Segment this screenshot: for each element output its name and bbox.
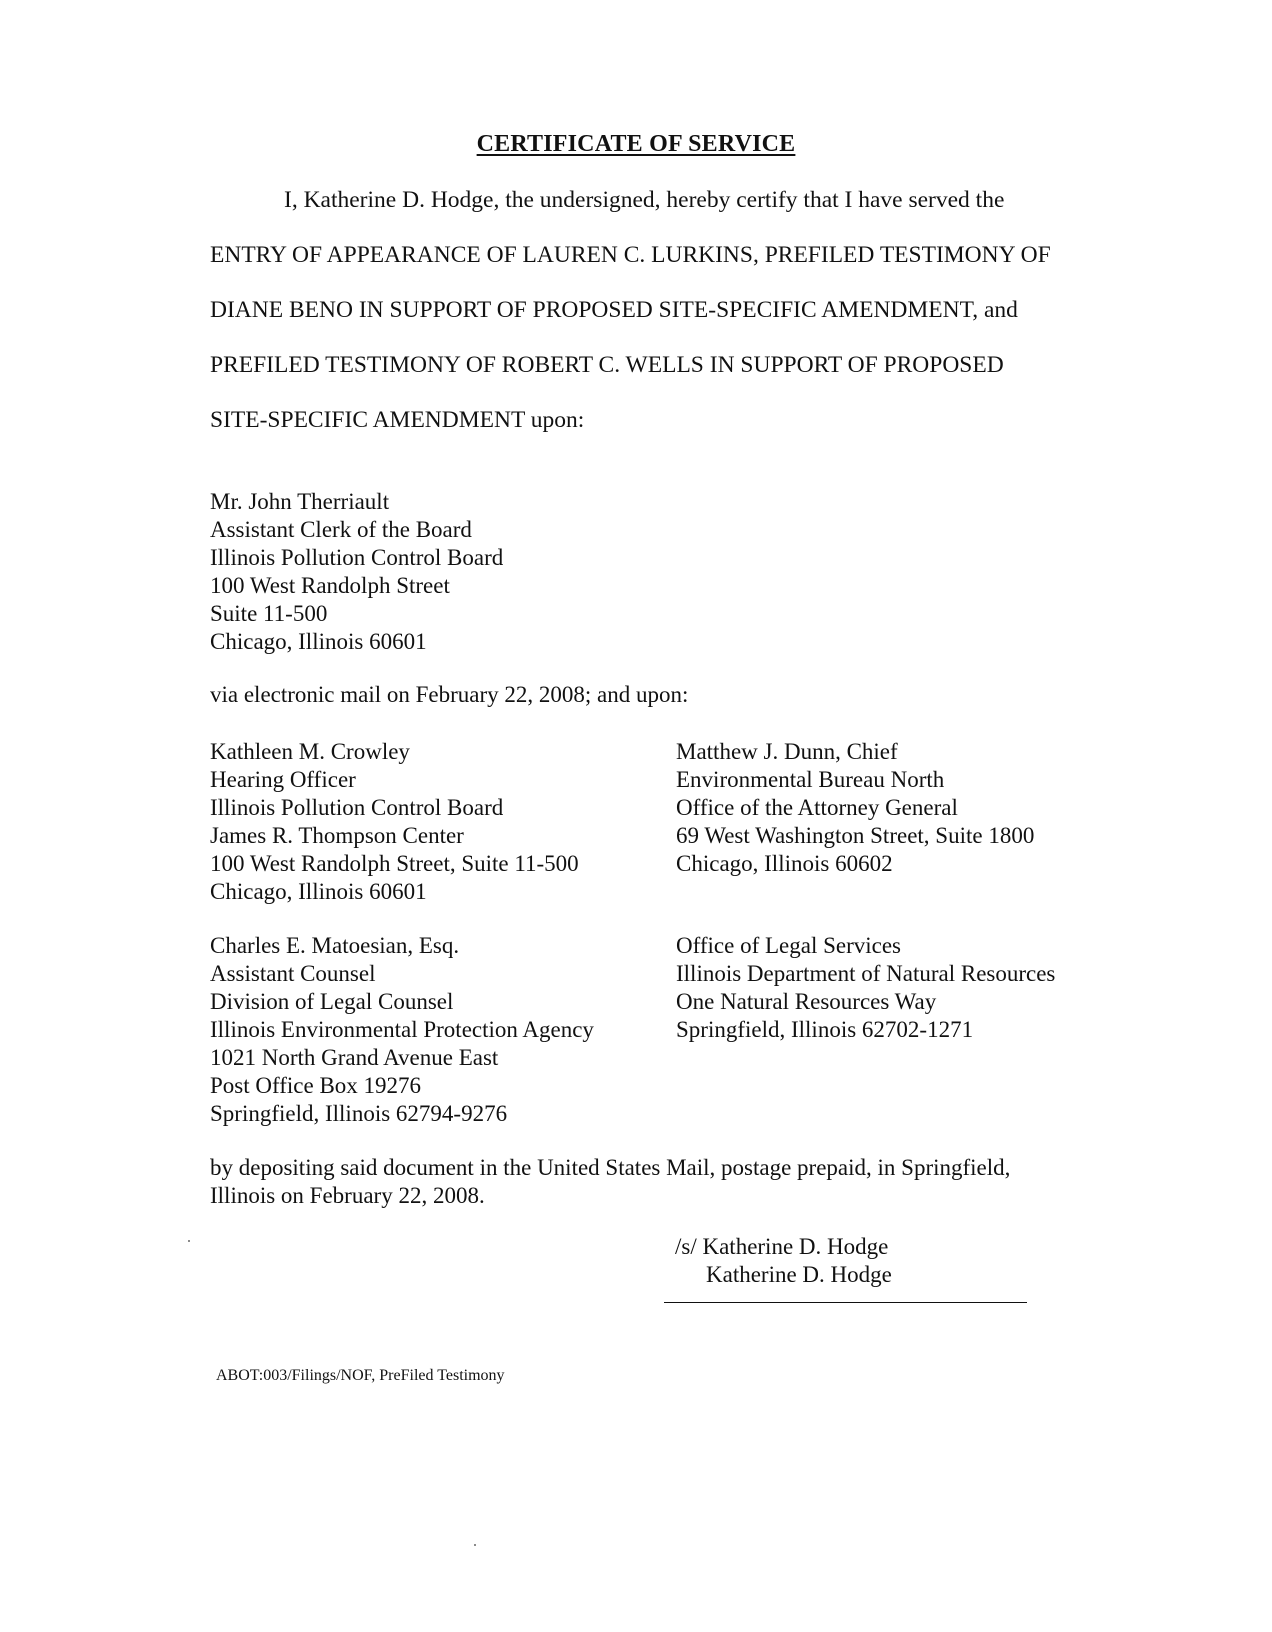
address-line: Illinois Pollution Control Board xyxy=(210,795,504,820)
address-line: Springfield, Illinois 62794-9276 xyxy=(210,1101,508,1126)
via-electronic-mail-text xyxy=(210,681,688,709)
recipient-legal-services-address xyxy=(676,932,1055,1044)
address-line: Chicago, Illinois 60601 xyxy=(210,629,427,654)
intro-line-4: PREFILED TESTIMONY OF ROBERT C. WELLS IN SUPPORT OF PROPOSED xyxy=(210,352,1004,378)
address-line: Illinois Environmental Protection Agency xyxy=(210,1017,594,1042)
address-line: Assistant Counsel xyxy=(210,961,376,986)
address-line: 100 West Randolph Street xyxy=(210,573,450,598)
address-line: Division of Legal Counsel xyxy=(210,989,454,1014)
address-line: Chicago, Illinois 60602 xyxy=(676,851,893,876)
address-line: Illinois Department of Natural Resources xyxy=(676,961,1056,986)
address-line: Kathleen M. Crowley xyxy=(210,739,410,764)
scan-speck xyxy=(474,1544,476,1546)
address-line: Environmental Bureau North xyxy=(676,767,945,792)
recipient-crowley-address xyxy=(210,738,579,906)
address-line: One Natural Resources Way xyxy=(676,989,937,1014)
intro-line-3: DIANE BENO IN SUPPORT OF PROPOSED SITE-SPECIFIC AMENDMENT, and xyxy=(210,297,1018,323)
address-line: Matthew J. Dunn, Chief xyxy=(676,739,898,764)
signer-name: Katherine D. Hodge xyxy=(706,1262,892,1287)
intro-line-5: SITE-SPECIFIC AMENDMENT upon: xyxy=(210,407,585,433)
document-footer-reference: ABOT:003/Filings/NOF, PreFiled Testimony xyxy=(216,1367,505,1384)
address-line: Assistant Clerk of the Board xyxy=(210,517,472,542)
recipient-matoesian-address xyxy=(210,932,594,1128)
signature-line xyxy=(664,1302,1027,1303)
address-line: Office of Legal Services xyxy=(676,933,902,958)
address-line: Chicago, Illinois 60601 xyxy=(210,879,427,904)
recipient-clerk-address xyxy=(210,488,503,656)
address-line: 100 West Randolph Street, Suite 11-500 xyxy=(210,851,579,876)
address-line: 69 West Washington Street, Suite 1800 xyxy=(676,823,1035,848)
via-electronic-line: via electronic mail on February 22, 2008; and upon: xyxy=(210,682,689,707)
address-line: Office of the Attorney General xyxy=(676,795,958,820)
intro-line-2: ENTRY OF APPEARANCE OF LAUREN C. LURKINS, PREFILED TESTIMONY OF xyxy=(210,242,1051,268)
electronic-signature: /s/ Katherine D. Hodge xyxy=(675,1234,889,1259)
document-title: CERTIFICATE OF SERVICE xyxy=(476,131,796,157)
intro-line-1: I, Katherine D. Hodge, the undersigned, hereby certify that I have served the xyxy=(284,187,1005,213)
address-line: Illinois Pollution Control Board xyxy=(210,545,504,570)
address-line: Suite 11-500 xyxy=(210,601,328,626)
address-line: James R. Thompson Center xyxy=(210,823,464,848)
address-line: Springfield, Illinois 62702-1271 xyxy=(676,1017,974,1042)
address-line: Hearing Officer xyxy=(210,767,356,792)
mail-deposit-paragraph: by depositing said document in the United States Mail, postage prepaid, in Springfield, Illinois on February 22, 2008. xyxy=(210,1155,1011,1208)
recipient-dunn-address xyxy=(676,738,1034,878)
address-line: Post Office Box 19276 xyxy=(210,1073,422,1098)
address-line: Mr. John Therriault xyxy=(210,489,390,514)
scan-speck xyxy=(188,1240,190,1242)
address-line: 1021 North Grand Avenue East xyxy=(210,1045,499,1070)
address-line: Charles E. Matoesian, Esq. xyxy=(210,933,460,958)
